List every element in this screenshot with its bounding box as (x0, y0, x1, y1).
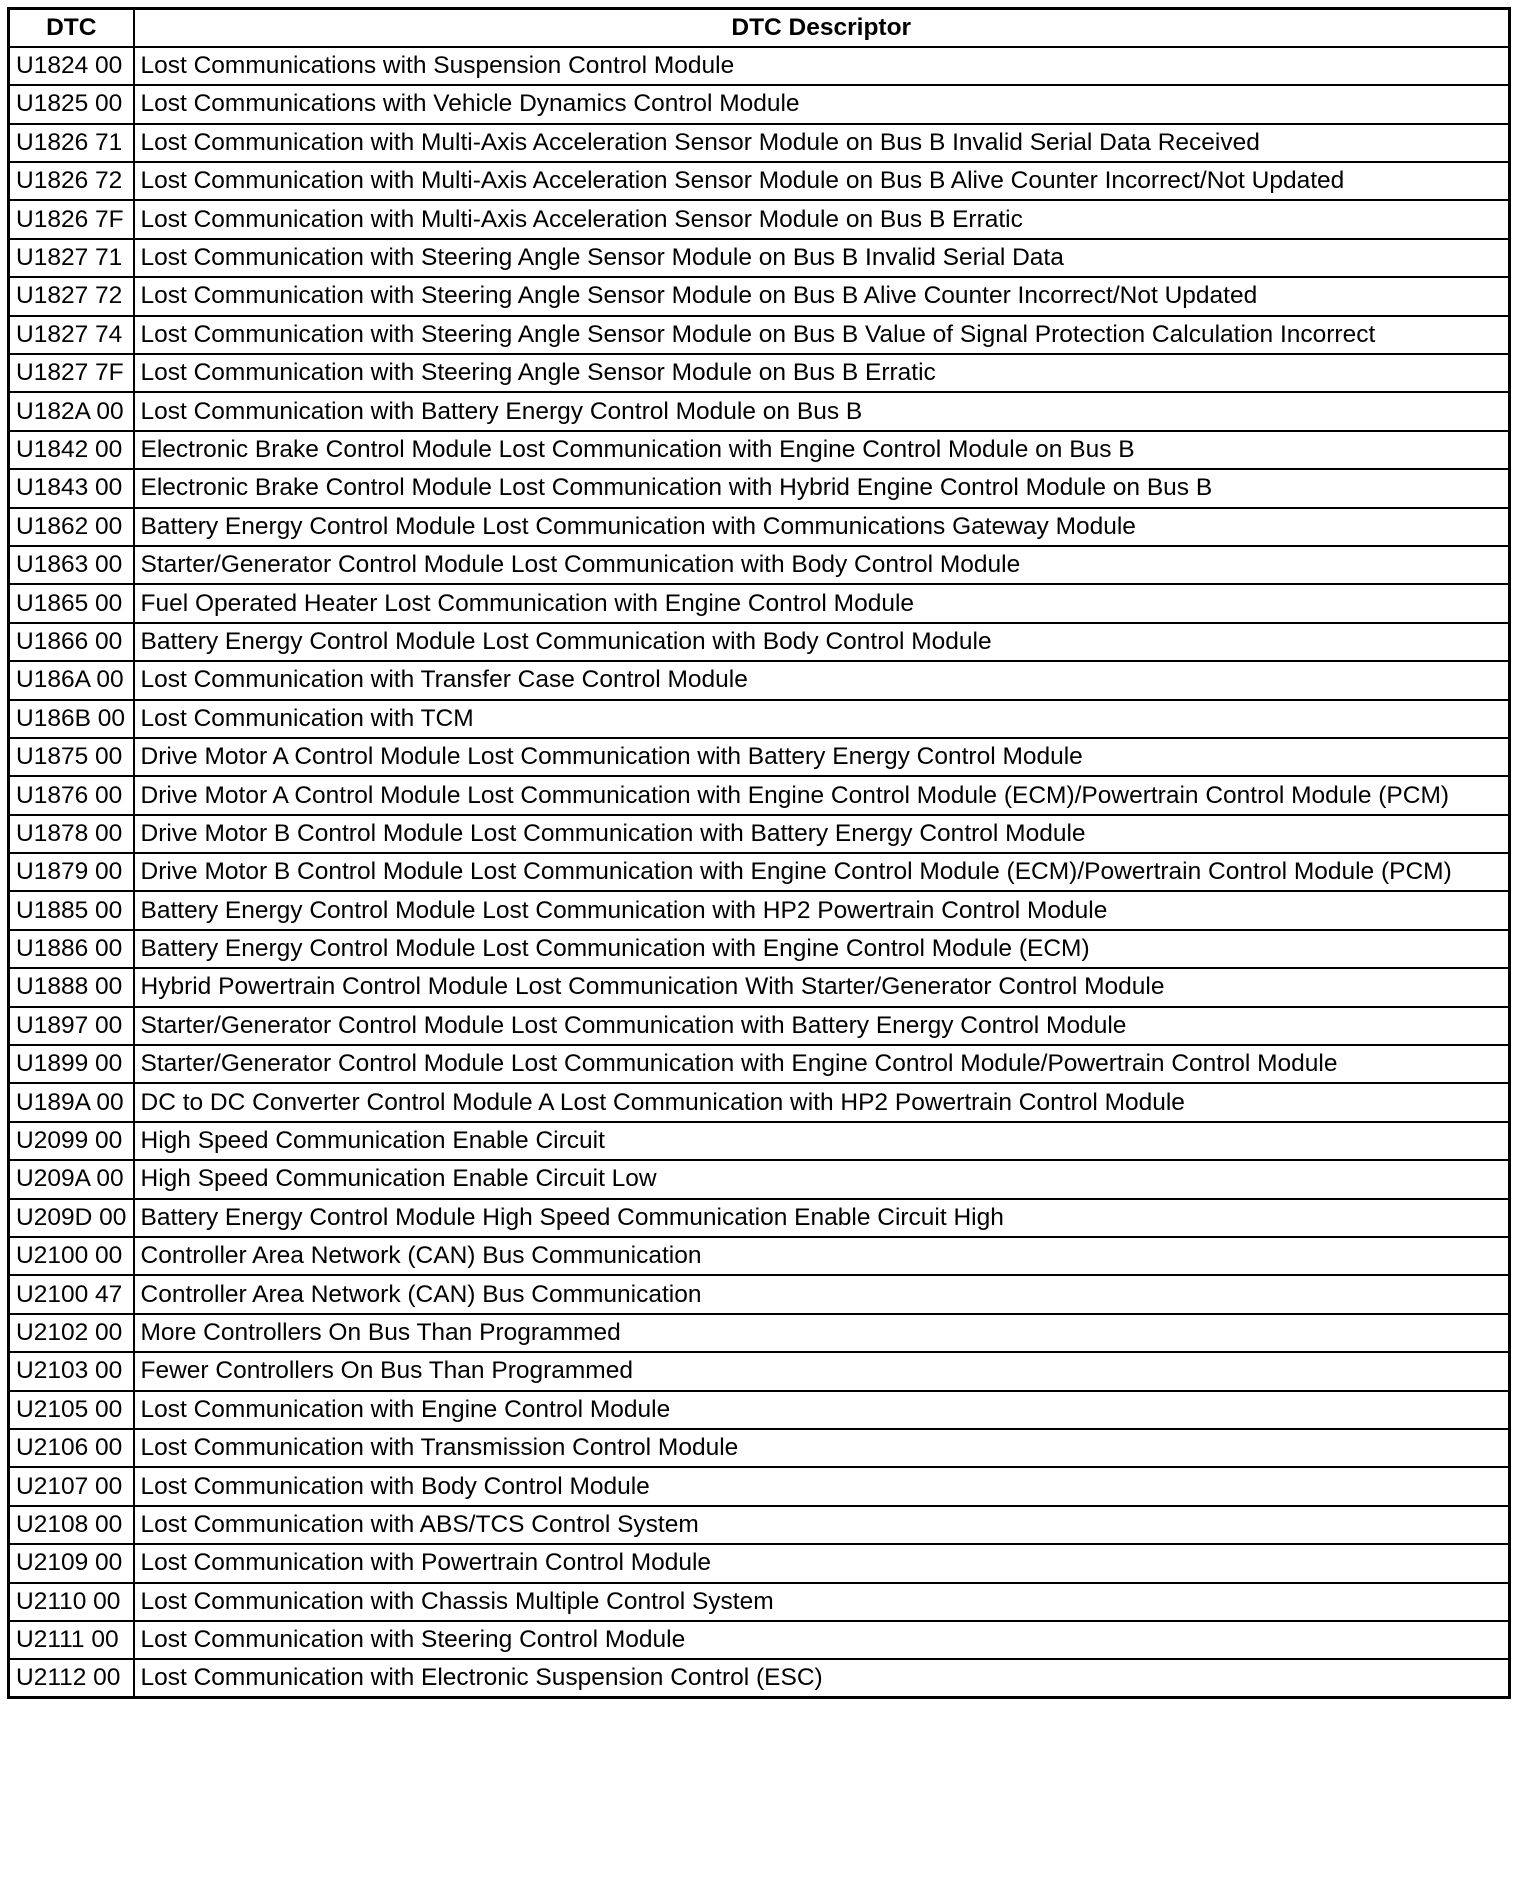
table-row (9, 85, 1510, 123)
dtc-descriptor-cell: Lost Communication with Powertrain Control Module (134, 1544, 1510, 1582)
dtc-descriptor-cell: Lost Communication with Engine Control Module (134, 1391, 1510, 1429)
column-header-descriptor: DTC Descriptor (134, 9, 1510, 47)
table-row (9, 1275, 1510, 1313)
table-row (9, 1160, 1510, 1198)
table-row (9, 1391, 1510, 1429)
dtc-descriptor-cell: Controller Area Network (CAN) Bus Communication (134, 1237, 1510, 1275)
dtc-descriptor-cell: Lost Communication with Electronic Suspension Control (ESC) (134, 1659, 1510, 1697)
table-row (9, 738, 1510, 776)
dtc-code-cell: U1826 7F (9, 200, 134, 238)
table-row (9, 354, 1510, 392)
dtc-code-cell: U1826 72 (9, 162, 134, 200)
dtc-code-cell: U2106 00 (9, 1429, 134, 1467)
dtc-code-cell: U2103 00 (9, 1352, 134, 1390)
table-row (9, 1352, 1510, 1390)
dtc-code-cell: U2105 00 (9, 1391, 134, 1429)
table-row (9, 162, 1510, 200)
dtc-code-cell: U1827 72 (9, 277, 134, 315)
table-row (9, 239, 1510, 277)
dtc-code-cell: U1824 00 (9, 47, 134, 85)
dtc-code-cell: U2110 00 (9, 1583, 134, 1621)
dtc-descriptor-cell: Lost Communication with Transmission Control Module (134, 1429, 1510, 1467)
dtc-code-cell: U1862 00 (9, 508, 134, 546)
dtc-descriptor-cell: Lost Communication with Steering Angle Sensor Module on Bus B Value of Signal Protection Calculation Incorrect (134, 316, 1510, 354)
dtc-descriptor-cell: Lost Communication with Steering Angle Sensor Module on Bus B Erratic (134, 354, 1510, 392)
dtc-code-cell: U1875 00 (9, 738, 134, 776)
dtc-descriptor-cell: Starter/Generator Control Module Lost Communication with Body Control Module (134, 546, 1510, 584)
dtc-code-cell: U2102 00 (9, 1314, 134, 1352)
dtc-descriptor-cell: Lost Communication with Steering Angle Sensor Module on Bus B Invalid Serial Data (134, 239, 1510, 277)
table-row (9, 392, 1510, 430)
dtc-code-cell: U1843 00 (9, 469, 134, 507)
table-row (9, 1506, 1510, 1544)
table-row (9, 124, 1510, 162)
dtc-code-cell: U1825 00 (9, 85, 134, 123)
dtc-descriptor-cell: Lost Communication with ABS/TCS Control System (134, 1506, 1510, 1544)
dtc-descriptor-cell: Lost Communication with Body Control Module (134, 1467, 1510, 1505)
dtc-descriptor-cell: Drive Motor A Control Module Lost Communication with Battery Energy Control Module (134, 738, 1510, 776)
dtc-descriptor-cell: Lost Communication with Multi-Axis Acceleration Sensor Module on Bus B Erratic (134, 200, 1510, 238)
dtc-code-cell: U1827 71 (9, 239, 134, 277)
dtc-descriptor-cell: Lost Communication with Steering Control Module (134, 1621, 1510, 1659)
dtc-descriptor-cell: Battery Energy Control Module Lost Communication with Body Control Module (134, 623, 1510, 661)
dtc-descriptor-cell: Drive Motor B Control Module Lost Communication with Engine Control Module (ECM)/Powertrain Control Module (PCM) (134, 853, 1510, 891)
dtc-descriptor-cell: Electronic Brake Control Module Lost Communication with Engine Control Module on Bus B (134, 431, 1510, 469)
dtc-code-cell: U1827 7F (9, 354, 134, 392)
table-row (9, 776, 1510, 814)
dtc-code-cell: U1878 00 (9, 815, 134, 853)
column-header-dtc: DTC (9, 9, 134, 47)
dtc-code-cell: U1865 00 (9, 584, 134, 622)
table-row (9, 1122, 1510, 1160)
table-row (9, 623, 1510, 661)
table-row (9, 1007, 1510, 1045)
dtc-code-cell: U2111 00 (9, 1621, 134, 1659)
dtc-descriptor-cell: Lost Communication with Battery Energy Control Module on Bus B (134, 392, 1510, 430)
table-row (9, 661, 1510, 699)
dtc-descriptor-cell: Lost Communication with Chassis Multiple Control System (134, 1583, 1510, 1621)
dtc-code-cell: U2100 00 (9, 1237, 134, 1275)
table-row (9, 853, 1510, 891)
dtc-code-cell: U1866 00 (9, 623, 134, 661)
dtc-code-cell: U1886 00 (9, 930, 134, 968)
table-row (9, 431, 1510, 469)
dtc-descriptor-cell: Lost Communication with Multi-Axis Acceleration Sensor Module on Bus B Alive Counter Incorrect/Not Updated (134, 162, 1510, 200)
dtc-code-cell: U189A 00 (9, 1083, 134, 1121)
table-row (9, 1237, 1510, 1275)
table-row (9, 1199, 1510, 1237)
table-row (9, 1583, 1510, 1621)
dtc-code-cell: U1885 00 (9, 891, 134, 929)
dtc-code-cell: U1842 00 (9, 431, 134, 469)
dtc-descriptor-cell: Hybrid Powertrain Control Module Lost Communication With Starter/Generator Control Module (134, 968, 1510, 1006)
table-row (9, 700, 1510, 738)
dtc-descriptor-cell: Drive Motor A Control Module Lost Communication with Engine Control Module (ECM)/Powertrain Control Module (PCM) (134, 776, 1510, 814)
table-row (9, 47, 1510, 85)
table-row (9, 1083, 1510, 1121)
dtc-code-cell: U1897 00 (9, 1007, 134, 1045)
dtc-descriptor-cell: Lost Communications with Suspension Control Module (134, 47, 1510, 85)
table-row (9, 316, 1510, 354)
header-row (9, 9, 1510, 47)
dtc-code-cell: U2112 00 (9, 1659, 134, 1697)
dtc-descriptor-cell: Lost Communication with Transfer Case Control Module (134, 661, 1510, 699)
dtc-code-cell: U186B 00 (9, 700, 134, 738)
dtc-descriptor-cell: Starter/Generator Control Module Lost Communication with Engine Control Module/Powertrain Control Module (134, 1045, 1510, 1083)
dtc-code-cell: U2099 00 (9, 1122, 134, 1160)
dtc-descriptor-cell: Lost Communications with Vehicle Dynamics Control Module (134, 85, 1510, 123)
dtc-descriptor-cell: High Speed Communication Enable Circuit Low (134, 1160, 1510, 1198)
dtc-descriptor-cell: Controller Area Network (CAN) Bus Communication (134, 1275, 1510, 1313)
dtc-code-cell: U209D 00 (9, 1199, 134, 1237)
table-row (9, 469, 1510, 507)
table-row (9, 508, 1510, 546)
dtc-descriptor-cell: Battery Energy Control Module Lost Communication with Engine Control Module (ECM) (134, 930, 1510, 968)
table-row (9, 930, 1510, 968)
dtc-descriptor-cell: Fewer Controllers On Bus Than Programmed (134, 1352, 1510, 1390)
table-row (9, 1314, 1510, 1352)
table-row (9, 584, 1510, 622)
dtc-code-cell: U209A 00 (9, 1160, 134, 1198)
dtc-code-cell: U186A 00 (9, 661, 134, 699)
dtc-code-cell: U2109 00 (9, 1544, 134, 1582)
table-row (9, 1659, 1510, 1697)
dtc-descriptor-cell: Electronic Brake Control Module Lost Communication with Hybrid Engine Control Module on Bus B (134, 469, 1510, 507)
dtc-code-cell: U182A 00 (9, 392, 134, 430)
dtc-descriptor-cell: Battery Energy Control Module Lost Communication with Communications Gateway Module (134, 508, 1510, 546)
dtc-code-cell: U2108 00 (9, 1506, 134, 1544)
table-row (9, 277, 1510, 315)
dtc-descriptor-cell: Battery Energy Control Module High Speed Communication Enable Circuit High (134, 1199, 1510, 1237)
dtc-descriptor-cell: Battery Energy Control Module Lost Communication with HP2 Powertrain Control Module (134, 891, 1510, 929)
dtc-descriptor-cell: Lost Communication with Multi-Axis Acceleration Sensor Module on Bus B Invalid Serial Data Received (134, 124, 1510, 162)
table-row (9, 546, 1510, 584)
dtc-descriptor-cell: Drive Motor B Control Module Lost Communication with Battery Energy Control Module (134, 815, 1510, 853)
dtc-code-cell: U1863 00 (9, 546, 134, 584)
dtc-descriptor-cell: Lost Communication with TCM (134, 700, 1510, 738)
table-row (9, 815, 1510, 853)
table-row (9, 1467, 1510, 1505)
table-row (9, 1045, 1510, 1083)
dtc-code-cell: U1876 00 (9, 776, 134, 814)
dtc-code-cell: U1888 00 (9, 968, 134, 1006)
table-row (9, 1544, 1510, 1582)
dtc-code-cell: U1899 00 (9, 1045, 134, 1083)
dtc-table (7, 7, 1511, 1699)
table-row (9, 891, 1510, 929)
table-row (9, 200, 1510, 238)
dtc-code-cell: U1879 00 (9, 853, 134, 891)
dtc-code-cell: U2100 47 (9, 1275, 134, 1313)
table-row (9, 1429, 1510, 1467)
dtc-code-cell: U1827 74 (9, 316, 134, 354)
dtc-code-cell: U1826 71 (9, 124, 134, 162)
dtc-descriptor-cell: High Speed Communication Enable Circuit (134, 1122, 1510, 1160)
table-body (9, 47, 1510, 1698)
dtc-descriptor-cell: Fuel Operated Heater Lost Communication with Engine Control Module (134, 584, 1510, 622)
dtc-descriptor-cell: Lost Communication with Steering Angle Sensor Module on Bus B Alive Counter Incorrect/Not Updated (134, 277, 1510, 315)
dtc-code-cell: U2107 00 (9, 1467, 134, 1505)
table-row (9, 1621, 1510, 1659)
dtc-descriptor-cell: More Controllers On Bus Than Programmed (134, 1314, 1510, 1352)
dtc-descriptor-cell: Starter/Generator Control Module Lost Communication with Battery Energy Control Module (134, 1007, 1510, 1045)
dtc-descriptor-cell: DC to DC Converter Control Module A Lost Communication with HP2 Powertrain Control Module (134, 1083, 1510, 1121)
table-row (9, 968, 1510, 1006)
table-header (9, 9, 1510, 47)
